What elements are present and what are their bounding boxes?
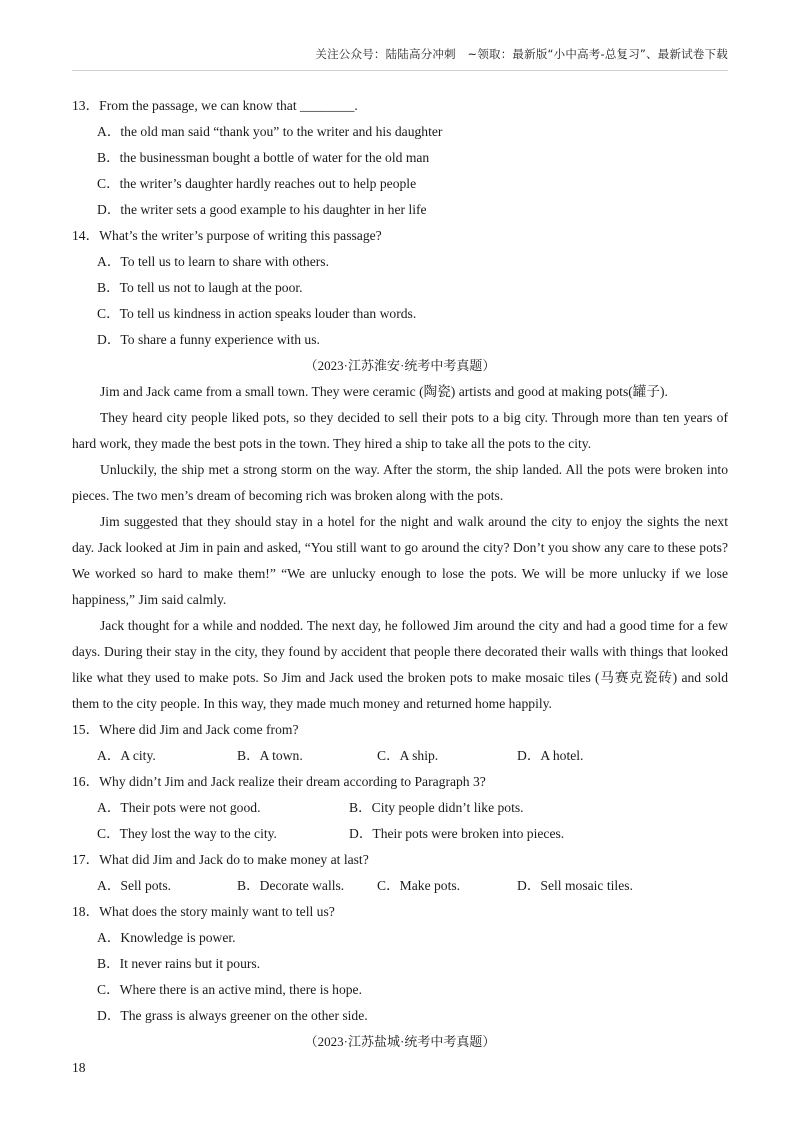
question-15-option-a: A．A city. bbox=[97, 748, 156, 763]
question-14-stem: 14．What’s the writer’s purpose of writing this passage? bbox=[72, 228, 382, 243]
question-14-option-d: D．To share a funny experience with us. bbox=[97, 332, 320, 347]
question-16-option-c: C．They lost the way to the city. bbox=[97, 826, 277, 841]
source-label-yancheng: （2023·江苏盐城·统考中考真题） bbox=[304, 1034, 496, 1049]
question-17-options bbox=[72, 873, 728, 899]
question-15-option-d: D．A hotel. bbox=[517, 748, 584, 763]
question-13-option-c: C．the writer’s daughter hardly reaches out to help people bbox=[97, 176, 417, 191]
question-18-option-a: A．Knowledge is power. bbox=[97, 930, 236, 945]
passage-paragraph-2: They heard city people liked pots, so they decided to sell their pots to a big city. Through more than ten years of hard work, they made the best pots in the town. They hired a ship to take all the pots to the city. bbox=[72, 410, 728, 451]
question-13-stem: 13．From the passage, we can know that ________. bbox=[72, 98, 358, 113]
question-17-option-d: D．Sell mosaic tiles. bbox=[517, 878, 633, 893]
question-16-stem: 16．Why didn’t Jim and Jack realize their dream according to Paragraph 3? bbox=[72, 774, 486, 789]
source-label-huaian: （2023·江苏淮安·统考中考真题） bbox=[304, 358, 496, 373]
question-13-option-d: D．the writer sets a good example to his daughter in her life bbox=[97, 202, 427, 217]
question-16-options-row-2 bbox=[72, 821, 728, 847]
page-number: 18 bbox=[72, 1060, 86, 1075]
page-content bbox=[72, 93, 728, 1055]
question-15-option-c: C．A ship. bbox=[377, 748, 439, 763]
question-17-option-c: C．Make pots. bbox=[377, 878, 461, 893]
question-17-stem: 17．What did Jim and Jack do to make money at last? bbox=[72, 852, 369, 867]
question-14-option-b: B．To tell us not to laugh at the poor. bbox=[97, 280, 303, 295]
question-18-option-b: B．It never rains but it pours. bbox=[97, 956, 261, 971]
question-16-options-row-1 bbox=[72, 795, 728, 821]
question-14-option-c: C．To tell us kindness in action speaks louder than words. bbox=[97, 306, 417, 321]
passage-paragraph-5: Jack thought for a while and nodded. The next day, he followed Jim around the city and had a good time for a few days. During their stay in the city, they found by accident that people there decorated their walls with things that looked like what they used to make pots. So Jim and Jack used the broken pots to make mosaic tiles (马赛克瓷砖) and sold them to the city people. In this way, they made much money and returned home happily. bbox=[72, 618, 728, 711]
question-15-options bbox=[72, 743, 728, 769]
question-13-option-a: A．the old man said “thank you” to the writer and his daughter bbox=[97, 124, 443, 139]
question-16-option-d: D．Their pots were broken into pieces. bbox=[349, 826, 565, 841]
question-16-option-a: A．Their pots were not good. bbox=[97, 800, 261, 815]
question-13-option-b: B．the businessman bought a bottle of water for the old man bbox=[97, 150, 430, 165]
header-divider bbox=[72, 70, 728, 71]
question-15-stem: 15．Where did Jim and Jack come from? bbox=[72, 722, 299, 737]
passage-paragraph-3: Unluckily, the ship met a strong storm on the way. After the storm, the ship landed. All the pots were broken into pieces. The two men’s dream of becoming rich was broken along with the pots. bbox=[72, 462, 728, 503]
question-16-option-b: B．City people didn’t like pots. bbox=[349, 800, 524, 815]
passage-paragraph-1: Jim and Jack came from a small town. They were ceramic (陶瓷) artists and good at making pots(罐子). bbox=[100, 384, 668, 399]
question-18-option-c: C．Where there is an active mind, there is hope. bbox=[97, 982, 362, 997]
question-18-stem: 18．What does the story mainly want to tell us? bbox=[72, 904, 335, 919]
question-15-option-b: B．A town. bbox=[237, 748, 303, 763]
question-17-option-b: B．Decorate walls. bbox=[237, 878, 345, 893]
passage-paragraph-4: Jim suggested that they should stay in a hotel for the night and walk around the city to enjoy the sights the next day. Jack looked at Jim in pain and asked, “You still want to go around the city? Don’t you show any care to these pots? We worked so hard to make them!” “We are unlucky enough to lose the pots. We will be more unlucky if we lose happiness,” Jim said calmly. bbox=[72, 514, 728, 607]
question-18-option-d: D．The grass is always greener on the other side. bbox=[97, 1008, 368, 1023]
page-header: 关注公众号：陆陆高分冲刺 ~领取：最新版“小中高考-总复习”、最新试卷下载 bbox=[315, 47, 728, 61]
question-14-option-a: A．To tell us to learn to share with others. bbox=[97, 254, 329, 269]
question-17-option-a: A．Sell pots. bbox=[97, 878, 172, 893]
